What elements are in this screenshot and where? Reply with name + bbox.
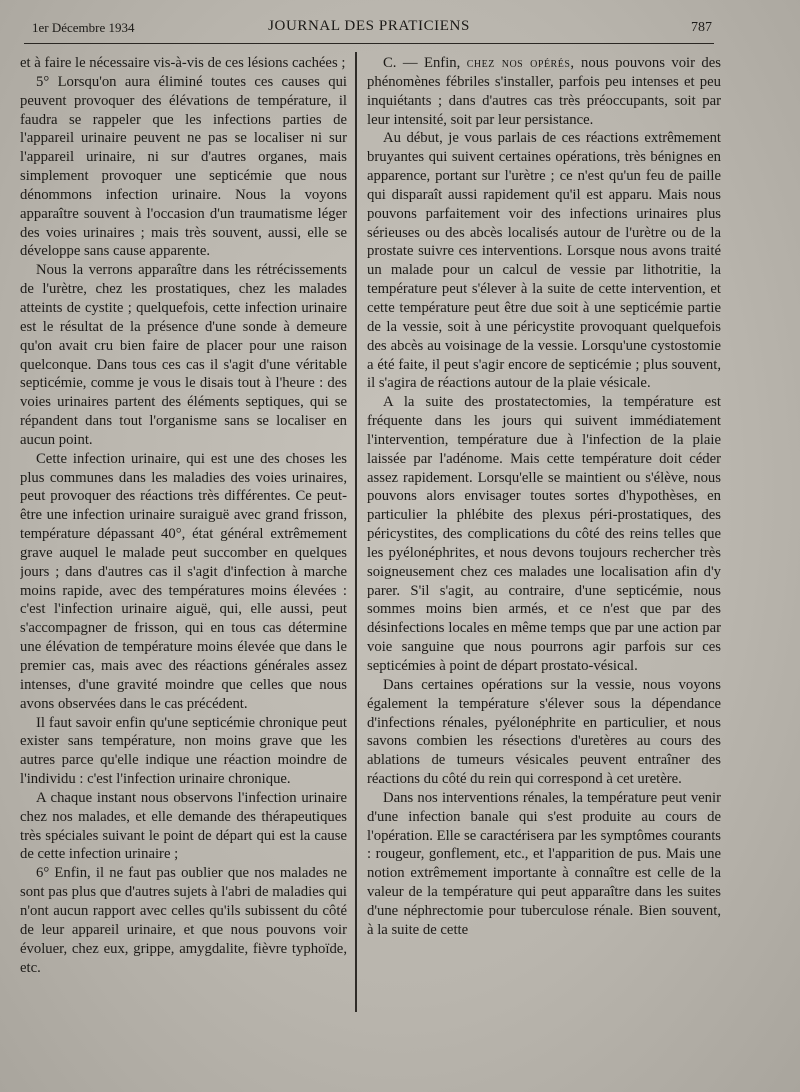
page-header <box>26 18 712 40</box>
header-rule <box>24 43 714 44</box>
paragraph: A la suite des prostatectomies, la température est fréquente dans les jours qui suivent immédiatement l'intervention, température due à l'infection de la plaie laissée par l'adénome. Mais cette température doit céder assez rapidement. Lorsqu'elle se maintient ou s'élève, nous pouvons alors envisager toutes sortes d'hypothèses, en particulier la phlébite des plexus péri-prostatiques, des péricystites, des complications du côté des reins telles que les pyélonéphrites, et nous devons toujours rechercher très soigneusement chez ces malades une localisation afin d'y parer. S'il s'agit, au contraire, d'une septicémie, nous sommes moins bien armés, et ce n'est que par des désinfections locales en même temps que par une action par voie sanguine que nous pourrons agir parfois sur ces septicémies à point de départ prostato-vésical. <box>367 394 721 674</box>
paragraph: Au début, je vous parlais de ces réactions extrêmement bruyantes qui suivent certaines opérations, très bénignes en apparence, portant sur l'urètre ; ce n'est qu'un feu de paille qui disparaît aussi rapidement qu'il est apparu. Mais nous pouvons parfaitement voir des infections urinaires plus sérieuses ou des abcès localisés autour de l'urètre ou de la prostate suivre ces interventions. Lorsque nous avons traité un malade pour un calcul de vessie par lithotritie, la température peut s'élever à la suite de cette intervention, et cette température peut être due soit à une septicémie partie de la vessie, soit à une péricystite provoquant quelquefois des abcès au voisinage de la vessie. Lorsqu'une cystostomie a été faite, il peut s'agir encore de septicémie ; plus souvent, il s'agira de réactions autour de la plaie vésicale. <box>367 130 721 392</box>
paragraph: 6° Enfin, il ne faut pas oublier que nos malades ne sont pas plus que d'autres sujets à l'abri de maladies qui n'ont aucun rapport avec celles qu'ils subissent du côté de leur appareil urinaire, et que nous pouvons voir évoluer, chez eux, grippe, amygdalite, fièvre typhoïde, etc. <box>20 865 347 976</box>
paragraph: Il faut savoir enfin qu'une septicémie chronique peut exister sans température, non moins grave que les autres parce qu'elle indique une réaction moindre de l'individu : c'est l'infection urinaire chronique. <box>20 714 347 788</box>
page-number: 787 <box>691 20 712 35</box>
paragraph: Cette infection urinaire, qui est une des choses les plus communes dans les maladies des voies urinaires, peut provoquer des réactions très différentes. Ce peut-être une infection urinaire suraiguë avec grand frisson, température dépassant 40°, état général extrêmement grave auquel le malade peut succomber en quelques jours ; dans d'autres cas il s'agit d'infection à marche moins rapide, avec des températures moins élevées : c'est l'infection urinaire aiguë, qui, elle aussi, peut s'accompagner de frisson, qui en tous cas détermine une élévation de température moins élevée que dans le premier cas, mais avec des réactions générales assez intenses, d'une gravité moindre que celles que nous avons observées dans le cas précédent. <box>20 450 347 712</box>
paragraph: Nous la verrons apparaître dans les rétrécissements de l'urètre, chez les prostatiques, chez les malades atteints de cystite ; quelquefois, cette infection urinaire est le résultat de la présence d'une sonde à demeure qu'on avait cru bien faire de placer pour une raison quelconque. Dans tous ces cas il s'agit d'une véritable septicémie, comme je vous le disais tout à l'heure : des voies urinaires partent des éléments septiques, qui se répandent dans tout l'organisme sans se localiser en aucun point. <box>20 262 347 448</box>
section-lead-text: nous pouvons voir des phénomènes fébriles s'installer, parfois peu intenses et peu inquiétants ; dans d'autres cas très préoccupants, soit par leur intensité, soit par leur persistance. <box>367 55 721 128</box>
section-lead: C. — Enfin, <box>383 55 461 71</box>
paragraph: Dans certaines opérations sur la vessie, nous voyons également la température s'élever sous la dépendance d'infections rénales, pyélonéphrite en particulier, et nous savons combien les résections d'uretères au cours des ablations de tumeurs vésicales peuvent entraîner des réactions du côté du rein qui correspond à cet uretère. <box>367 676 721 788</box>
left-column <box>20 54 347 1004</box>
paragraph: 5° Lorsqu'on aura éliminé toutes ces causes qui peuvent provoquer des élévations de température, il faudra se rappeler que les infections parties de l'appareil urinaire peuvent ne pas se localiser ni sur l'appareil urinaire, ni sur d'autres organes, mais simplement provoquer une septicémie que nous dénommons infection urinaire. Nous la voyons apparaître souvent à l'occasion d'un traumatisme léger des voies urinaires ; mais très souvent, aussi, elle se développe sans cause apparente. <box>20 73 347 260</box>
paragraph: et à faire le nécessaire vis-à-vis de ces lésions cachées ; <box>20 55 346 71</box>
journal-title: JOURNAL DES PRATICIENS <box>268 18 470 34</box>
paragraph: A chaque instant nous observons l'infection urinaire chez nos malades, et elle demande des thérapeutiques très spéciales suivant le point de départ qui est la cause de cette infection urinaire ; <box>20 789 347 863</box>
column-divider <box>355 52 357 1012</box>
paragraph: Dans nos interventions rénales, la température peut venir d'une infection banale qui s'est produite au cours de l'opération. Elle se caractérisera par les symptômes courants : rougeur, gonflement, etc., et l'apparition de pus. Mais une notion extrêmement importante à connaître est celle de la valeur de la température qui peut apparaître dans les suites d'une néphrectomie pour tuberculose rénale. Bien souvent, à la suite de cette <box>367 789 721 938</box>
section-caps-phrase: chez nos opérés, <box>466 55 575 71</box>
section-c-paragraph <box>367 54 721 129</box>
issue-date: 1er Décembre 1934 <box>32 20 135 35</box>
right-column <box>367 54 721 1004</box>
